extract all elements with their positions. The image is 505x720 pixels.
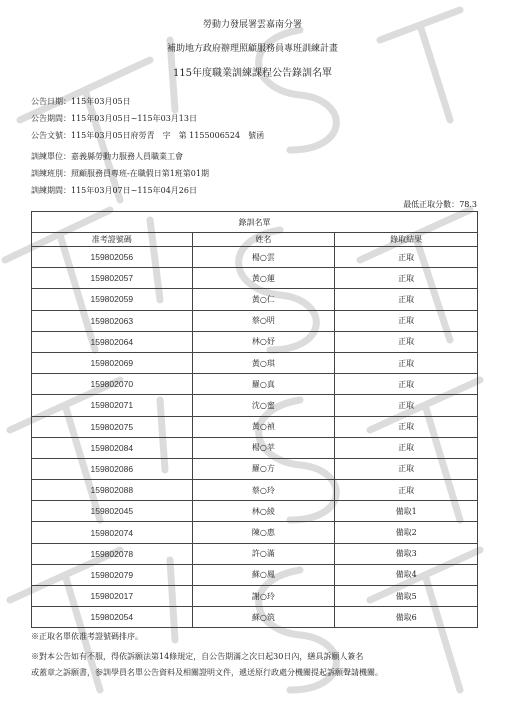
result-cell: 正取 xyxy=(335,247,478,268)
doc-number: 115年03月05日府勞青 字 第 1155006524 號函 xyxy=(71,131,265,140)
announce-date-row xyxy=(31,96,131,107)
name-cell: 謝○玲 xyxy=(192,586,335,607)
table-row xyxy=(32,501,478,522)
announce-date: 115年03月05日 xyxy=(71,97,131,106)
program-title: 補助地方政府辦理照顧服務員專班訓練計畫 xyxy=(166,44,338,54)
table-row xyxy=(32,458,478,479)
result-cell: 正取 xyxy=(335,458,478,479)
name-cell: 蔡○玲 xyxy=(192,480,335,501)
training-class-row xyxy=(31,168,209,179)
min-score xyxy=(403,199,477,210)
announce-period: 115年03月05日~115年03月13日 xyxy=(71,114,197,123)
training-unit: 嘉義縣勞動力服務人員職業工會 xyxy=(71,152,183,161)
result-cell: 備取4 xyxy=(335,564,478,585)
name-cell: 羅○方 xyxy=(192,458,335,479)
exam-number-cell: 159802054 xyxy=(32,607,193,628)
name-cell: 羅○真 xyxy=(192,374,335,395)
training-class: 照顧服務員專班-在職假日第1班第01期 xyxy=(71,169,209,178)
note-appeal-line1: ※對本公告如有不服，得依訴願法第14條規定，自公告期滿之次日起30日內，繕具訴願人簽名 xyxy=(31,652,364,661)
result-cell: 正取 xyxy=(335,416,478,437)
agency-title: 勞動力發展署雲嘉南分署 xyxy=(202,20,302,30)
name-cell: 黃○禎 xyxy=(192,416,335,437)
table-row xyxy=(32,395,478,416)
name-cell: 楊○雲 xyxy=(192,247,335,268)
result-cell: 備取3 xyxy=(335,543,478,564)
exam-number-cell: 159802086 xyxy=(32,458,193,479)
table-row xyxy=(32,543,478,564)
table-row xyxy=(32,247,478,268)
table-row xyxy=(32,522,478,543)
exam-number-cell: 159802078 xyxy=(32,543,193,564)
exam-number-cell: 159802057 xyxy=(32,268,193,289)
table-row xyxy=(32,480,478,501)
table-row xyxy=(32,374,478,395)
result-cell: 備取5 xyxy=(335,586,478,607)
exam-number-cell: 159802071 xyxy=(32,395,193,416)
min-score-label: 最低正取分數： xyxy=(403,200,460,209)
table-row xyxy=(32,416,478,437)
training-period: 115年03月07日~115年04月26日 xyxy=(71,186,197,195)
exam-number-cell: 159802070 xyxy=(32,374,193,395)
exam-number-cell: 159802088 xyxy=(32,480,193,501)
name-cell: 林○妤 xyxy=(192,331,335,352)
exam-number-cell: 159802063 xyxy=(32,310,193,331)
exam-number-cell: 159802074 xyxy=(32,522,193,543)
result-cell: 備取6 xyxy=(335,607,478,628)
name-cell: 蘇○筑 xyxy=(192,607,335,628)
training-class-label: 訓練班別： xyxy=(31,169,71,178)
result-cell: 備取2 xyxy=(335,522,478,543)
admission-table xyxy=(31,211,478,628)
exam-number-cell: 159802017 xyxy=(32,586,193,607)
name-cell: 黃○仁 xyxy=(192,289,335,310)
column-header-exam-number: 准考證號碼 xyxy=(32,233,193,247)
table-row xyxy=(32,607,478,628)
table-caption: 錄訓名單 xyxy=(32,212,478,233)
name-cell: 楊○苹 xyxy=(192,437,335,458)
table-row xyxy=(32,289,478,310)
name-cell: 黃○蓮 xyxy=(192,268,335,289)
name-cell: 陳○惠 xyxy=(192,522,335,543)
column-header-result: 錄取結果 xyxy=(335,233,478,247)
announce-period-row xyxy=(31,113,197,124)
result-cell: 正取 xyxy=(335,480,478,501)
doc-number-row xyxy=(31,130,264,141)
result-cell: 正取 xyxy=(335,395,478,416)
name-cell: 蘇○鳳 xyxy=(192,564,335,585)
training-period-row xyxy=(31,185,197,196)
result-cell: 正取 xyxy=(335,289,478,310)
announce-period-label: 公告期間： xyxy=(31,114,71,123)
result-cell: 正取 xyxy=(335,437,478,458)
exam-number-cell: 159802059 xyxy=(32,289,193,310)
exam-number-cell: 159802069 xyxy=(32,352,193,373)
training-unit-label: 訓練單位： xyxy=(31,152,71,161)
exam-number-cell: 159802079 xyxy=(32,564,193,585)
table-row xyxy=(32,310,478,331)
result-cell: 備取1 xyxy=(335,501,478,522)
name-cell: 黃○琪 xyxy=(192,352,335,373)
result-cell: 正取 xyxy=(335,331,478,352)
note-appeal-line2: 或蓋章之訴願書，参訓學員名單公告資料及相關證明文件，遞送原行政處分機關提起訴願聲請機關。 xyxy=(31,668,383,677)
exam-number-cell: 159802075 xyxy=(32,416,193,437)
name-cell: 沈○蜜 xyxy=(192,395,335,416)
result-cell: 正取 xyxy=(335,310,478,331)
min-score-value: 78.3 xyxy=(459,200,477,209)
column-header-name: 姓名 xyxy=(192,233,335,247)
exam-number-cell: 159802084 xyxy=(32,437,193,458)
note-sort-order: ※正取名單依准考證號碼排序。 xyxy=(31,632,143,641)
table-row xyxy=(32,586,478,607)
exam-number-cell: 159802064 xyxy=(32,331,193,352)
table-row xyxy=(32,437,478,458)
table-row xyxy=(32,268,478,289)
document-title: 115年度職業訓練課程公告錄訓名單 xyxy=(172,68,333,79)
exam-number-cell: 159802045 xyxy=(32,501,193,522)
name-cell: 蔡○明 xyxy=(192,310,335,331)
result-cell: 正取 xyxy=(335,268,478,289)
table-row xyxy=(32,564,478,585)
name-cell: 許○滿 xyxy=(192,543,335,564)
training-period-label: 訓練期間： xyxy=(31,186,71,195)
table-row xyxy=(32,331,478,352)
announce-date-label: 公告日期： xyxy=(31,97,71,106)
exam-number-cell: 159802056 xyxy=(32,247,193,268)
result-cell: 正取 xyxy=(335,374,478,395)
table-row xyxy=(32,352,478,373)
name-cell: 林○綾 xyxy=(192,501,335,522)
result-cell: 正取 xyxy=(335,352,478,373)
doc-number-label: 公告文號： xyxy=(31,131,71,140)
training-unit-row xyxy=(31,151,183,162)
